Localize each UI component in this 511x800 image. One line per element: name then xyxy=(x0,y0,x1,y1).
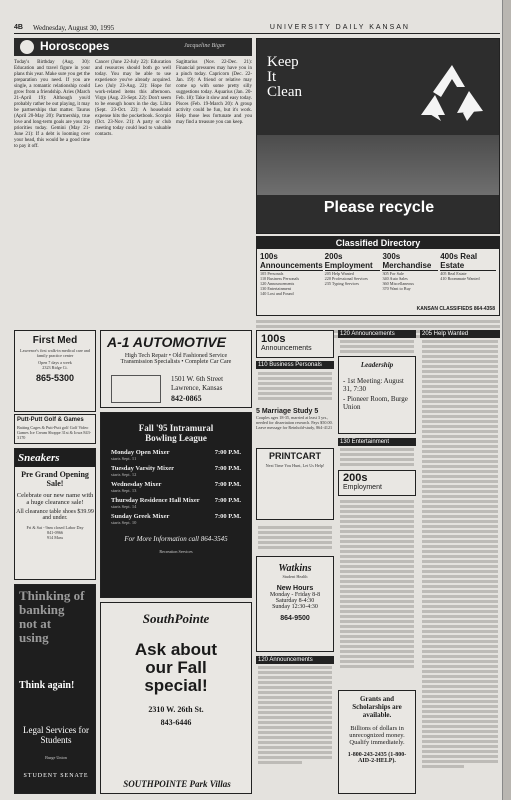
watkins-phone: 864-9500 xyxy=(280,615,310,623)
directory-item: 120 Announcements xyxy=(260,281,295,287)
thinking-line: using xyxy=(19,630,49,645)
help-wanted-listings xyxy=(422,340,498,770)
map-icon xyxy=(111,375,161,403)
horoscopes-byline: Jacqueline Bigar xyxy=(184,43,226,49)
watkins-hours-title: New Hours xyxy=(276,585,314,593)
watkins-name: Watkins xyxy=(278,563,312,574)
horoscope-column: Sagittarius (Nov. 22-Dec. 21): Financial pressures may have you in a pinch today. Capricorn (Dec. 22-Jan. 19): A friend or relative may come up with some pretty silly suggestions today. Aquarius (Jan. 20-Feb. 18): Take it slow and easy today. Pisces (Feb. 19-March 20): A group activity could be fun, but it's work. Help those less fortunate and you may find a treasure you can keep. xyxy=(176,60,252,125)
southpointe-brand: SouthPointe xyxy=(142,611,210,626)
directory-item: 105 Personals xyxy=(260,271,284,276)
entertainment-text xyxy=(340,448,414,468)
directory-section xyxy=(440,252,496,296)
announcements-number: 100s xyxy=(261,333,286,345)
leadership-title: Leadership xyxy=(360,361,394,369)
league-time: 7:00 P.M. xyxy=(214,449,241,456)
bowling-schedule xyxy=(101,443,251,535)
southpointe-headline: Ask about our Fall special! xyxy=(134,640,218,695)
paper-name: UNIVERSITY DAILY KANSAN xyxy=(269,24,410,31)
league-time: 7:00 P.M. xyxy=(214,513,241,520)
watkins-ad xyxy=(256,556,334,652)
announcements-col-text xyxy=(340,340,414,355)
league-name: Tuesday Varsity Mixer xyxy=(111,465,174,472)
firstmed-phone: 865-5300 xyxy=(35,373,75,384)
horoscopes-title: Horoscopes xyxy=(40,39,110,53)
league-time: 7:00 P.M. xyxy=(214,497,241,504)
grants-body: Billions of dollars in unrecognized money. Qualify immediately. xyxy=(349,725,405,746)
horoscopes-body xyxy=(14,60,252,375)
southpointe-address: 2310 W. 26th St. xyxy=(148,705,204,714)
thinking-line: Thinking of xyxy=(19,588,85,603)
announcements-120-head: 120 Announcements xyxy=(256,656,334,664)
bowling-row xyxy=(111,449,241,461)
automotive-name: A-1 AUTOMOTIVE xyxy=(107,334,227,350)
directory-item: 305 For Sale xyxy=(382,271,404,276)
employment-label: Employment xyxy=(343,484,382,491)
sun-icon xyxy=(20,40,34,54)
puttputt-title: Putt-Putt Golf & Games xyxy=(17,417,84,423)
sneakers-headline: Pre Grand Opening Sale! xyxy=(21,470,89,488)
league-name: Monday Open Mixer xyxy=(111,449,170,456)
bowling-info: For More Information call 864-3545 xyxy=(124,535,228,543)
automotive-phone: 842-0865 xyxy=(171,394,202,403)
directory-item: 405 Real Estate xyxy=(440,271,467,276)
sneakers-phone: 841-0966 xyxy=(46,530,64,536)
directory-item: 140 Lost and Found xyxy=(260,291,294,297)
fountain-photo xyxy=(257,135,500,195)
thinking-line: not at xyxy=(19,616,52,631)
automotive-city: Lawrence, Kansas xyxy=(171,384,223,392)
sneakers-sub: All clearance table shoes $39.99 and under. xyxy=(16,509,94,521)
southpointe-phone: 843-6446 xyxy=(160,718,192,727)
sneakers-hours: Fri & Sat - 9am closed Labor Day xyxy=(26,525,84,530)
directory-item: 410 Roommate Wanted xyxy=(440,276,480,282)
printcart-name: PRINTCART xyxy=(269,451,321,461)
bowling-league-ad xyxy=(100,412,252,598)
issue-date: Wednesday, August 30, 1995 xyxy=(32,23,115,32)
recycle-ad xyxy=(256,38,500,234)
printcart-sub: Next Time You Hunt, Let Us Help! xyxy=(265,463,325,468)
bowling-row xyxy=(111,481,241,493)
kansan-phone: KANSAN CLASSIFIEDS 864-4358 xyxy=(416,306,495,312)
recycle-banner: Please recycle xyxy=(323,199,435,216)
league-time: 7:00 P.M. xyxy=(214,465,241,472)
league-time: 7:00 P.M. xyxy=(214,481,241,488)
bowling-row xyxy=(111,465,241,477)
horoscope-column: Today's Birthday (Aug. 30): Education and travel figure in your plans this year. Make sure you get the preparation you need. If you are single, a romantic relationship could grow from a friendship. Aries (March 21-April 19): Although you'd probably rather be out playing, it may be partnerships that matter. Taurus (April 20-May 20): Partnership, true love and long-term goals are your top priorities today. Gemini (May 21-June 21): If a debt is looming over your head, this would be a good time to pay it off. xyxy=(14,60,90,149)
legal-services-location: Burge Union xyxy=(45,755,67,760)
watkins-hours-sunday: Sunday 12:30-4:30 xyxy=(272,604,318,611)
marriage-study-title: 5 Marriage Study 5 xyxy=(256,408,319,415)
directory-section xyxy=(260,252,323,296)
announcements-label: Announcements xyxy=(261,345,312,352)
sneakers-brand: Sneakers xyxy=(15,449,95,467)
thinking-line: Think again! xyxy=(19,680,75,691)
automotive-services: High Tech Repair • Old Fashioned Service xyxy=(124,353,228,359)
employment-header xyxy=(338,470,416,496)
grants-title: Grants and Scholarships are available. xyxy=(352,695,402,719)
directory-item: 205 Help Wanted xyxy=(324,271,354,276)
help-wanted-head: 205 Help Wanted xyxy=(420,330,500,338)
horoscope-column: Cancer (June 22-July 22): Education and resources should both go well today. You may be able to use experience you've already acquired. Leo (July 23-Aug. 22): Hope for work-related items this afternoon. Virgo (Aug. 23-Sept. 22): Don't seem to be enough hours in the day. Libra (Sept. 23-Oct. 22): A household expense hits the pocketbook. Scorpio (Oct. 23-Nov. 21): A party or club meeting today could lead to valuable contacts. xyxy=(95,60,171,137)
bowling-row xyxy=(111,513,241,525)
directory-item: 370 Want to Buy xyxy=(382,286,411,292)
league-name: Wednesday Mixer xyxy=(111,481,162,488)
directory-sections xyxy=(257,249,499,299)
announcements-header xyxy=(256,330,334,358)
league-start-date: starts Sept. 13 xyxy=(111,488,137,493)
league-start-date: starts Sept. 10 xyxy=(111,520,137,525)
firstmed-address: 2323 Ridge Ct. xyxy=(42,365,68,371)
announcements-col-head: 120 Announcements xyxy=(338,330,416,338)
business-personals-text xyxy=(258,372,332,402)
classified-directory xyxy=(256,236,500,316)
watkins-hours-saturday: Saturday 8-4:30 xyxy=(275,598,315,605)
directory-item: 235 Typing Services xyxy=(324,281,359,287)
firstmed-ad xyxy=(14,330,96,412)
automotive-ad xyxy=(100,330,252,408)
business-personals-head: 110 Business Personals xyxy=(256,361,334,369)
directory-item: 360 Miscellaneous xyxy=(382,281,414,287)
horoscopes-banner xyxy=(14,38,252,56)
student-senate-logo: STUDENT SENATE xyxy=(23,773,89,779)
firstmed-name: First Med xyxy=(32,335,78,346)
bowling-row xyxy=(111,497,241,509)
entertainment-head: 130 Entertainment xyxy=(338,438,416,446)
sneakers-address: 914 Mass xyxy=(46,535,64,541)
employment-number: 200s xyxy=(343,472,368,484)
firstmed-tagline: Lawrence's first walk-in medical care and family practice center xyxy=(20,348,90,359)
southpointe-ad xyxy=(100,602,252,794)
page-header xyxy=(14,22,500,34)
employment-text xyxy=(340,500,414,670)
league-start-date: starts Sept. 12 xyxy=(111,472,137,477)
help-wanted-text xyxy=(258,526,332,551)
firstmed-hours: Open 7 days a week xyxy=(38,360,72,366)
directory-section-head: 400s Real Estate xyxy=(440,252,496,271)
classified-title: Classified Directory xyxy=(257,237,499,249)
directory-item: 220 Professional Services xyxy=(324,276,368,282)
sneakers-ad xyxy=(14,448,96,580)
directory-section-head: 300s Merchandise xyxy=(382,252,438,271)
meeting-date: - 1st Meeting: August 31, 7:30 xyxy=(343,377,404,393)
legal-services-org: Legal Services for Students xyxy=(23,725,89,745)
directory-section-head: 100s Announcements xyxy=(260,252,323,270)
league-name: Sunday Greek Mixer xyxy=(111,513,170,520)
meeting-room: - Pioneer Room, Burge Union xyxy=(343,395,408,411)
directory-section xyxy=(382,252,438,296)
printcart-ad xyxy=(256,448,334,520)
southpointe-footer: SOUTHPOINTE Park Villas xyxy=(123,779,231,789)
announcements-text xyxy=(258,666,332,766)
leadership-ad xyxy=(338,356,416,434)
thinking-line: banking xyxy=(19,602,65,617)
recreation-services: Recreation Services xyxy=(159,549,193,554)
page-number: 4B xyxy=(14,24,23,31)
recycle-icon xyxy=(417,61,487,125)
marriage-study-ad xyxy=(256,408,334,430)
automotive-address: 1501 W. 6th Street xyxy=(171,375,224,383)
puttputt-ad xyxy=(14,414,96,444)
directory-item: 130 Entertainment xyxy=(260,286,292,292)
grants-phone: 1-800-243-2435 (1-800-AID-2-HELP). xyxy=(347,752,407,764)
league-name: Thursday Residence Hall Mixer xyxy=(111,497,200,504)
sneakers-body: Celebrate our new name with a huge clearance sale! xyxy=(16,492,94,506)
directory-section xyxy=(325,252,381,296)
directory-section-head: 200s Employment xyxy=(325,252,381,271)
marriage-study-text: Couples ages 18-35, married at least 3 yrs., needed for dissertation research. Pays $50.00. Leave message for Reinhold-study, 864-4121 xyxy=(256,415,333,431)
league-start-date: starts Sept. 14 xyxy=(111,504,137,509)
automotive-services-2: Transmission Specialists • Complete Car Care xyxy=(120,359,232,365)
watkins-sub: Student Health xyxy=(282,574,308,579)
directory-item: 110 Business Personals xyxy=(260,276,300,282)
bowling-title: Fall '95 Intramural Bowling League xyxy=(138,423,214,443)
league-start-date: starts Sept. 11 xyxy=(111,456,137,461)
grants-ad xyxy=(338,690,416,794)
watkins-hours-weekday: Monday - Friday 8-8 xyxy=(269,592,321,599)
directory-item: 340 Auto Sales xyxy=(382,276,408,282)
thinking-headline xyxy=(15,585,95,697)
page-edge xyxy=(502,0,511,800)
legal-services-ad xyxy=(14,584,96,794)
recycle-headline: Keep It Clean xyxy=(267,54,302,100)
puttputt-text: Batting Cages & Putt-Putt golf Golf Video Games Ice Cream Shoppe 31st & Iowa 843-3170 xyxy=(17,425,92,441)
